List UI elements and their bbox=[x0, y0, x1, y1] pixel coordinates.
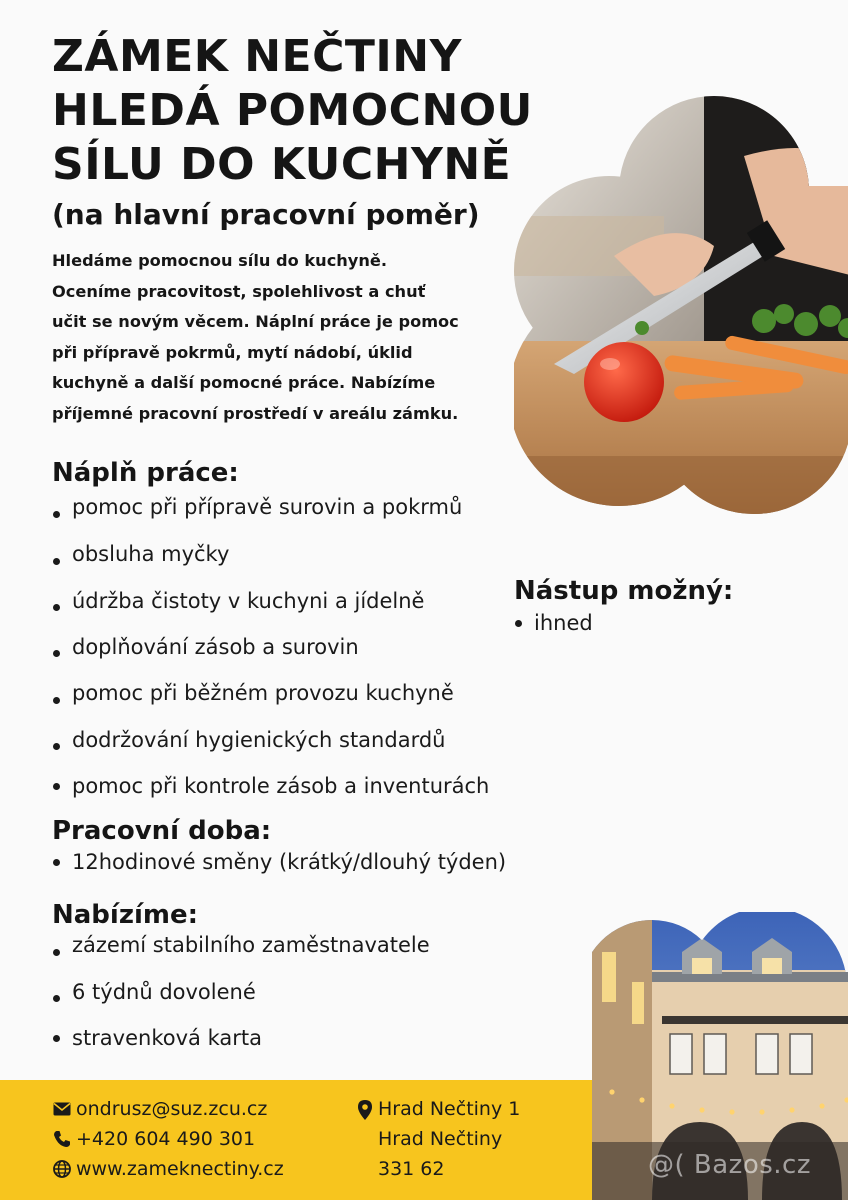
title-line-3: SÍLU DO KUCHYNĚ bbox=[52, 139, 512, 190]
intro-line: učit se novým věcem. Náplní práce je pomoc bbox=[52, 312, 459, 331]
watermark: @( Bazos.cz bbox=[648, 1150, 811, 1180]
title-line-1: ZÁMEK NEČTINY bbox=[52, 31, 462, 82]
envelope-icon bbox=[52, 1099, 72, 1119]
subtitle: (na hlavní pracovní poměr) bbox=[52, 198, 480, 231]
nabizime-list bbox=[52, 928, 430, 1055]
phone-link[interactable]: +420 604 490 301 bbox=[76, 1128, 256, 1150]
phone-row[interactable] bbox=[52, 1124, 284, 1154]
list-item: údržba čistoty v kuchyni a jídelně bbox=[52, 584, 489, 630]
title-line-2: HLEDÁ POMOCNOU bbox=[52, 85, 533, 136]
web-row[interactable] bbox=[52, 1154, 284, 1184]
list-item: ihned bbox=[514, 610, 593, 636]
list-item: stravenková karta bbox=[52, 1021, 430, 1055]
list-item: zázemí stabilního zaměstnavatele bbox=[52, 928, 430, 975]
intro-line: příjemné pracovní prostředí v areálu zámku. bbox=[52, 403, 459, 423]
list-item: pomoc při kontrole zásob a inventurách bbox=[52, 769, 489, 803]
address-line-3: 331 62 bbox=[378, 1158, 445, 1180]
intro-line: Hledáme pomocnou sílu do kuchyně. bbox=[52, 251, 388, 270]
address-line-1 bbox=[358, 1094, 520, 1124]
intro-paragraph bbox=[52, 246, 522, 429]
list-item: pomoc při běžném provozu kuchyně bbox=[52, 676, 489, 723]
nastup-list bbox=[514, 610, 593, 636]
email-link[interactable]: ondrusz@suz.zcu.cz bbox=[76, 1098, 268, 1120]
globe-icon bbox=[52, 1159, 72, 1179]
intro-line: kuchyně a další pomocné práce. Nabízíme bbox=[52, 373, 436, 392]
list-item: 6 týdnů dovolené bbox=[52, 975, 430, 1021]
intro-line: Oceníme pracovitost, spolehlivost a chuť bbox=[52, 281, 426, 301]
intro-line: při přípravě pokrmů, mytí nádobí, úklid bbox=[52, 342, 413, 362]
email-row[interactable] bbox=[52, 1094, 284, 1124]
address-block bbox=[358, 1094, 520, 1184]
list-item: obsluha myčky bbox=[52, 537, 489, 584]
phone-icon bbox=[52, 1129, 72, 1149]
napln-list bbox=[52, 490, 489, 803]
address-text: Hrad Nečtiny 1 bbox=[378, 1098, 521, 1120]
napln-heading: Náplň práce: bbox=[52, 458, 239, 488]
doba-heading: Pracovní doba: bbox=[52, 816, 272, 846]
list-item: dodržování hygienických standardů bbox=[52, 723, 489, 769]
web-link[interactable]: www.zameknectiny.cz bbox=[76, 1158, 284, 1180]
kitchen-photo bbox=[514, 96, 848, 514]
doba-list bbox=[52, 846, 506, 878]
list-item: pomoc při přípravě surovin a pokrmů bbox=[52, 490, 489, 537]
page-title bbox=[52, 30, 572, 192]
list-item: doplňování zásob a surovin bbox=[52, 630, 489, 676]
nabizime-heading: Nabízíme: bbox=[52, 900, 198, 930]
list-item: 12hodinové směny (krátký/dlouhý týden) bbox=[52, 846, 506, 878]
address-line-2: Hrad Nečtiny bbox=[378, 1128, 503, 1150]
nastup-heading: Nástup možný: bbox=[514, 576, 734, 606]
contact-block bbox=[52, 1094, 284, 1184]
